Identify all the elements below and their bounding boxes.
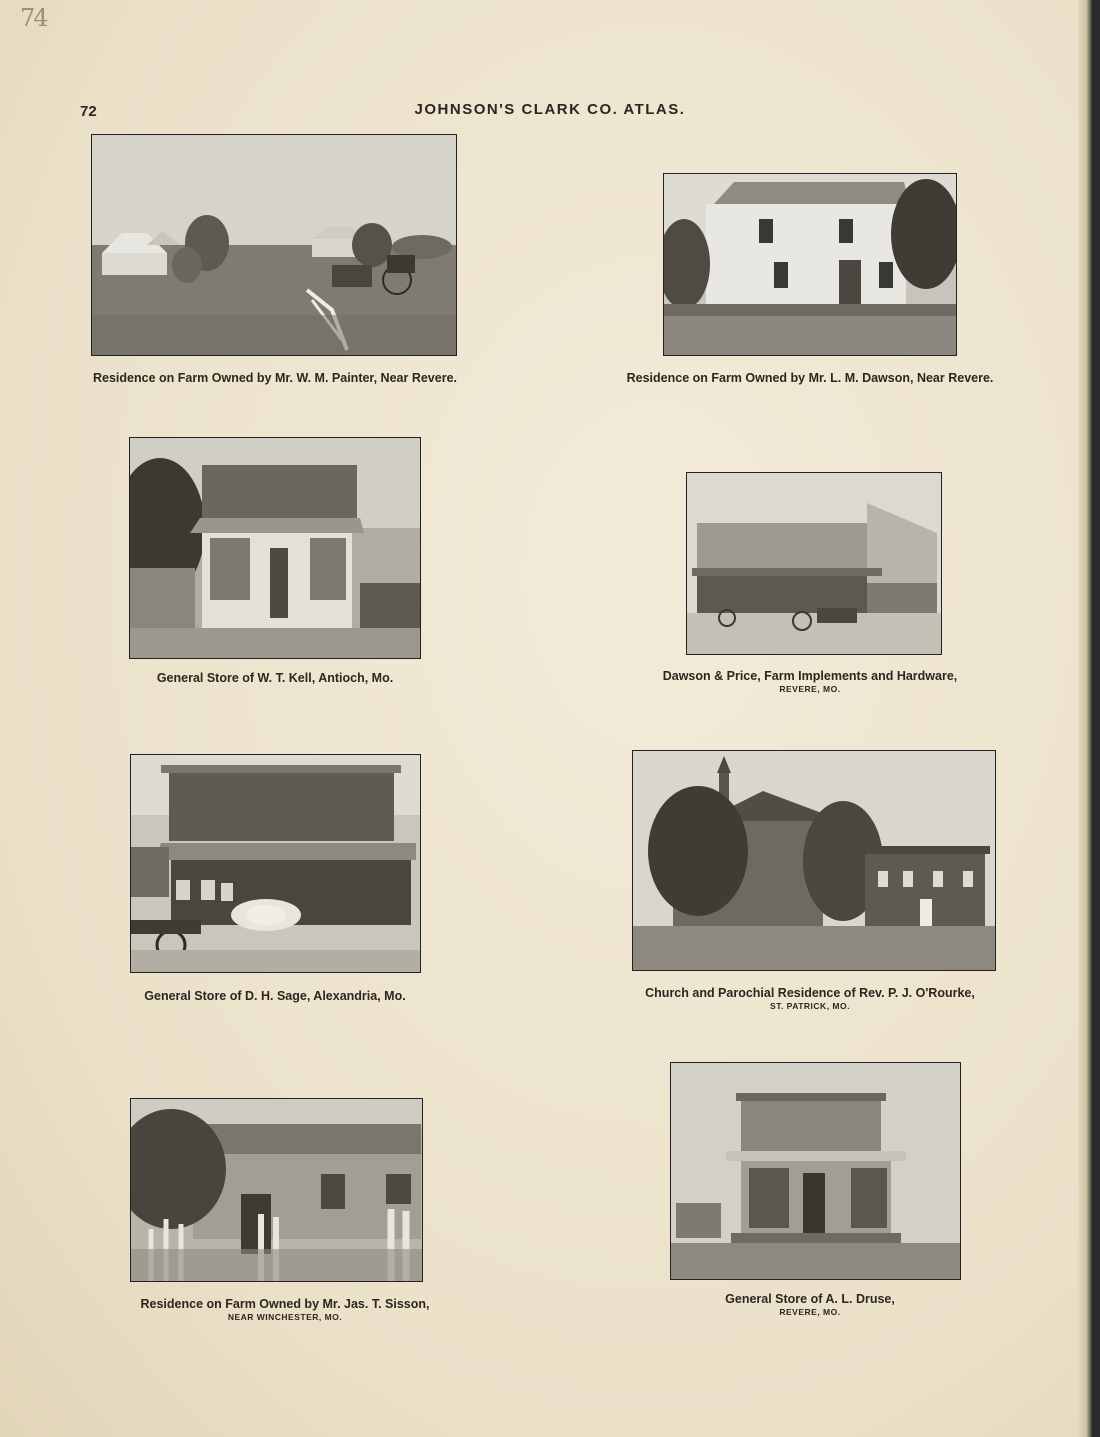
caption-kell-store — [100, 671, 450, 685]
photo-painter-farm — [91, 134, 457, 356]
caption-druse-store — [620, 1292, 1000, 1317]
caption-text: General Store of W. T. Kell, Antioch, Mo. — [156, 671, 394, 685]
photo-kell-store — [129, 437, 421, 659]
photo-dawson-price — [686, 472, 942, 655]
page-title: JOHNSON'S CLARK CO. ATLAS. — [414, 101, 686, 118]
photo-sage-store — [130, 754, 421, 973]
caption-sage-store — [100, 989, 450, 1003]
caption-painter-farm — [60, 371, 490, 385]
caption-text: Residence on Farm Owned by Mr. Jas. T. Sisson, — [140, 1297, 430, 1311]
caption-text: Residence on Farm Owned by Mr. L. M. Dawson, Near Revere. — [626, 371, 994, 385]
page-edge — [1078, 0, 1092, 1437]
caption-location: REVERE, MO. — [779, 1307, 841, 1317]
caption-location: NEAR WINCHESTER, MO. — [227, 1312, 343, 1322]
caption-text: Church and Parochial Residence of Rev. P. J. O'Rourke, — [645, 986, 975, 1000]
page-number: 72 — [80, 103, 97, 120]
caption-sisson-farm — [90, 1297, 480, 1322]
caption-text: General Store of A. L. Druse, — [725, 1292, 895, 1306]
caption-dawson-farm — [580, 371, 1040, 385]
caption-location: REVERE, MO. — [779, 684, 841, 694]
pencil-annotation: 74 — [20, 4, 47, 32]
photo-druse-store — [670, 1062, 961, 1280]
photo-dawson-farm — [663, 173, 957, 356]
caption-church-orourke — [600, 986, 1020, 1011]
caption-text: Dawson & Price, Farm Implements and Hardware, — [662, 669, 958, 683]
photo-sisson-farm — [130, 1098, 423, 1282]
caption-dawson-price — [600, 669, 1020, 694]
caption-text: General Store of D. H. Sage, Alexandria, Mo. — [144, 989, 406, 1003]
caption-location: ST. PATRICK, MO. — [770, 1001, 850, 1011]
photo-church-orourke — [632, 750, 996, 971]
caption-text: Residence on Farm Owned by Mr. W. M. Painter, Near Revere. — [92, 371, 457, 385]
